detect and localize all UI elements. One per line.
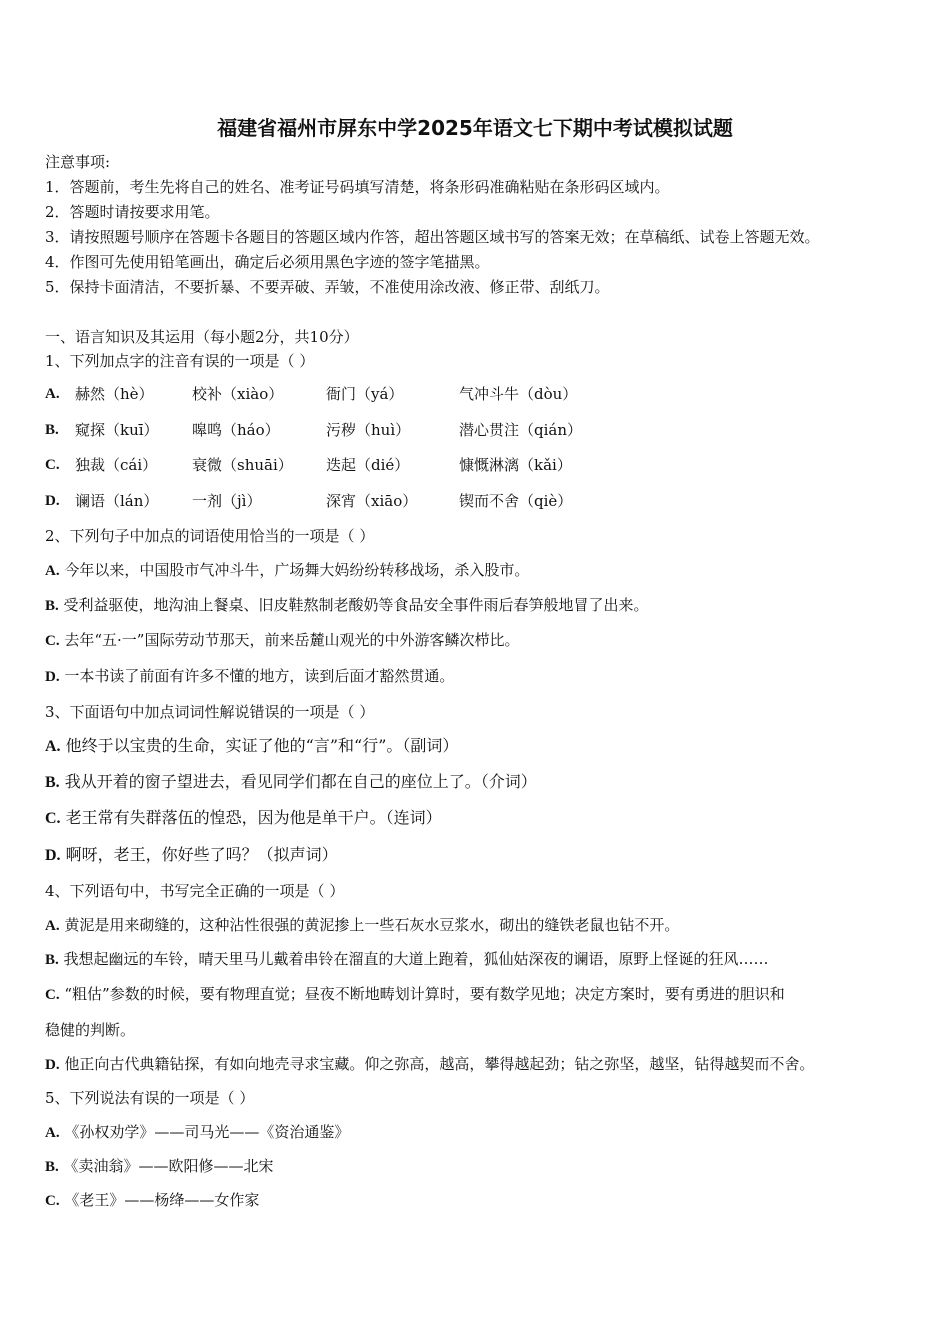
q2-option-c [45, 631, 519, 650]
option-label: C. [45, 1193, 60, 1209]
option-label: A. [45, 918, 60, 934]
option-cell: 迭起（dié） [326, 456, 410, 474]
option-cell: 独裁（cái） [75, 456, 158, 474]
option-cell: 赫然（hè） [75, 385, 154, 403]
question-4-stem: 4、下列语句中，书写完全正确的一项是（ ） [45, 882, 345, 900]
q4-option-c [45, 985, 785, 1004]
q2-option-d [45, 667, 454, 686]
option-text: 他正向古代典籍钻探，有如向地壳寻求宝藏。仰之弥高，越高，攀得越起劲；钻之弥坚，越坚，钻得越契而不舍。 [64, 1055, 815, 1073]
notice-item: 3．请按照题号顺序在答题卡各题目的答题区域内作答，超出答题区域书写的答案无效；在草稿纸、试卷上答题无效。 [45, 228, 820, 246]
option-label: D. [45, 493, 60, 509]
question-2-stem: 2、下列句子中加点的词语使用恰当的一项是（ ） [45, 527, 375, 545]
question-5-stem: 5、下列说法有误的一项是（ ） [45, 1089, 255, 1107]
option-label: C. [45, 987, 60, 1003]
option-text: 老王常有失群落伍的惶恐，因为他是单干户。（连词） [65, 808, 442, 827]
option-text: 去年“五·一”国际劳动节那天，前来岳麓山观光的中外游客鳞次栉比。 [64, 631, 520, 649]
q5-option-c [45, 1191, 259, 1210]
q4-option-a [45, 916, 679, 935]
q3-option-b [45, 773, 537, 792]
q4-option-b [45, 950, 769, 969]
q3-option-a [45, 737, 458, 756]
notice-item: 1．答题前，考生先将自己的姓名、准考证号码填写清楚，将条形码准确粘贴在条形码区域内。 [45, 178, 670, 196]
option-label: D. [45, 1057, 60, 1073]
option-text: 今年以来，中国股市气冲斗牛，广场舞大妈纷纷转移战场，杀入股市。 [64, 561, 530, 579]
option-label: B. [45, 422, 59, 438]
question-1-stem: 1、下列加点字的注音有误的一项是（ ） [45, 352, 315, 370]
question-3-stem: 3、下面语句中加点词词性解说错误的一项是（ ） [45, 703, 375, 721]
q3-option-c [45, 809, 442, 828]
q4-option-d [45, 1055, 814, 1074]
option-text: 一本书读了前面有许多不懂的地方，读到后面才豁然贯通。 [64, 667, 455, 685]
option-label: A. [45, 386, 60, 402]
option-text: 受利益驱使，地沟油上餐桌、旧皮鞋熬制老酸奶等食品安全事件雨后春笋般地冒了出来。 [63, 596, 649, 614]
q4-option-c-continued: 稳健的判断。 [45, 1021, 136, 1039]
option-label: D. [45, 847, 61, 864]
option-cell: 校补（xiào） [192, 385, 284, 403]
option-label: C. [45, 457, 60, 473]
option-label: B. [45, 774, 60, 791]
page-title: 福建省福州市屏东中学2025年语文七下期中考试模拟试题 [217, 116, 733, 140]
option-label: C. [45, 810, 61, 827]
option-text: 黄泥是用来砌缝的，这种沾性很强的黄泥掺上一些石灰水豆浆水，砌出的缝铁老鼠也钻不开。 [64, 916, 680, 934]
option-label: A. [45, 563, 60, 579]
option-cell: 衙门（yá） [326, 385, 404, 403]
option-cell: 锲而不舍（qiè） [459, 492, 573, 510]
option-cell: 深宵（xiāo） [326, 492, 418, 510]
section-heading: 一、语言知识及其运用（每小题2分，共10分） [45, 328, 359, 346]
option-label: B. [45, 598, 59, 614]
notice-item: 2．答题时请按要求用笔。 [45, 203, 220, 221]
option-text: 《卖油翁》——欧阳修——北宋 [63, 1157, 274, 1175]
option-text: 我从开着的窗子望进去，看见同学们都在自己的座位上了。（介词） [64, 772, 537, 791]
option-label: A. [45, 1125, 60, 1141]
option-cell: 潜心贯注（qián） [459, 421, 583, 439]
option-cell: 窥探（kuī） [75, 421, 159, 439]
q5-option-a [45, 1123, 349, 1142]
option-text: 《孙权劝学》——司马光——《资治通鉴》 [64, 1123, 350, 1141]
option-cell: 一剂（jì） [192, 492, 262, 510]
option-label: B. [45, 1159, 59, 1175]
option-label: C. [45, 633, 60, 649]
option-text: “粗估”参数的时候，要有物理直觉；昼夜不断地畴划计算时，要有数学见地；决定方案时，要有勇进的胆识和 [64, 985, 785, 1003]
option-text: 啊呀，老王，你好些了吗？（拟声词） [65, 845, 338, 864]
q5-option-b [45, 1157, 274, 1176]
q2-option-b [45, 596, 649, 615]
notice-item: 4．作图可先使用铅笔画出，确定后必须用黑色字迹的签字笔描黑。 [45, 253, 490, 271]
option-label: A. [45, 738, 61, 755]
q2-option-a [45, 561, 529, 580]
option-cell: 嗥鸣（háo） [192, 421, 280, 439]
option-cell: 污秽（huì） [326, 421, 411, 439]
q3-option-d [45, 846, 338, 865]
option-text: 《老王》——杨绛——女作家 [64, 1191, 260, 1209]
option-cell: 气冲斗牛（dòu） [459, 385, 578, 403]
option-text: 他终于以宝贵的生命，实证了他的“言”和“行”。（副词） [65, 736, 459, 755]
notice-item: 5．保持卡面清洁，不要折暴、不要弄破、弄皱，不准使用涂改液、修正带、刮纸刀。 [45, 278, 610, 296]
notice-heading: 注意事项: [45, 153, 111, 171]
option-label: B. [45, 952, 59, 968]
option-label: D. [45, 669, 60, 685]
option-text: 我想起幽远的车铃，晴天里马儿戴着串铃在溜直的大道上跑着，狐仙姑深夜的谰语，原野上怪诞的狂风…… [63, 950, 769, 968]
option-cell: 衰微（shuāi） [192, 456, 293, 474]
option-cell: 谰语（lán） [75, 492, 159, 510]
option-cell: 慷慨淋漓（kǎi） [459, 456, 572, 474]
